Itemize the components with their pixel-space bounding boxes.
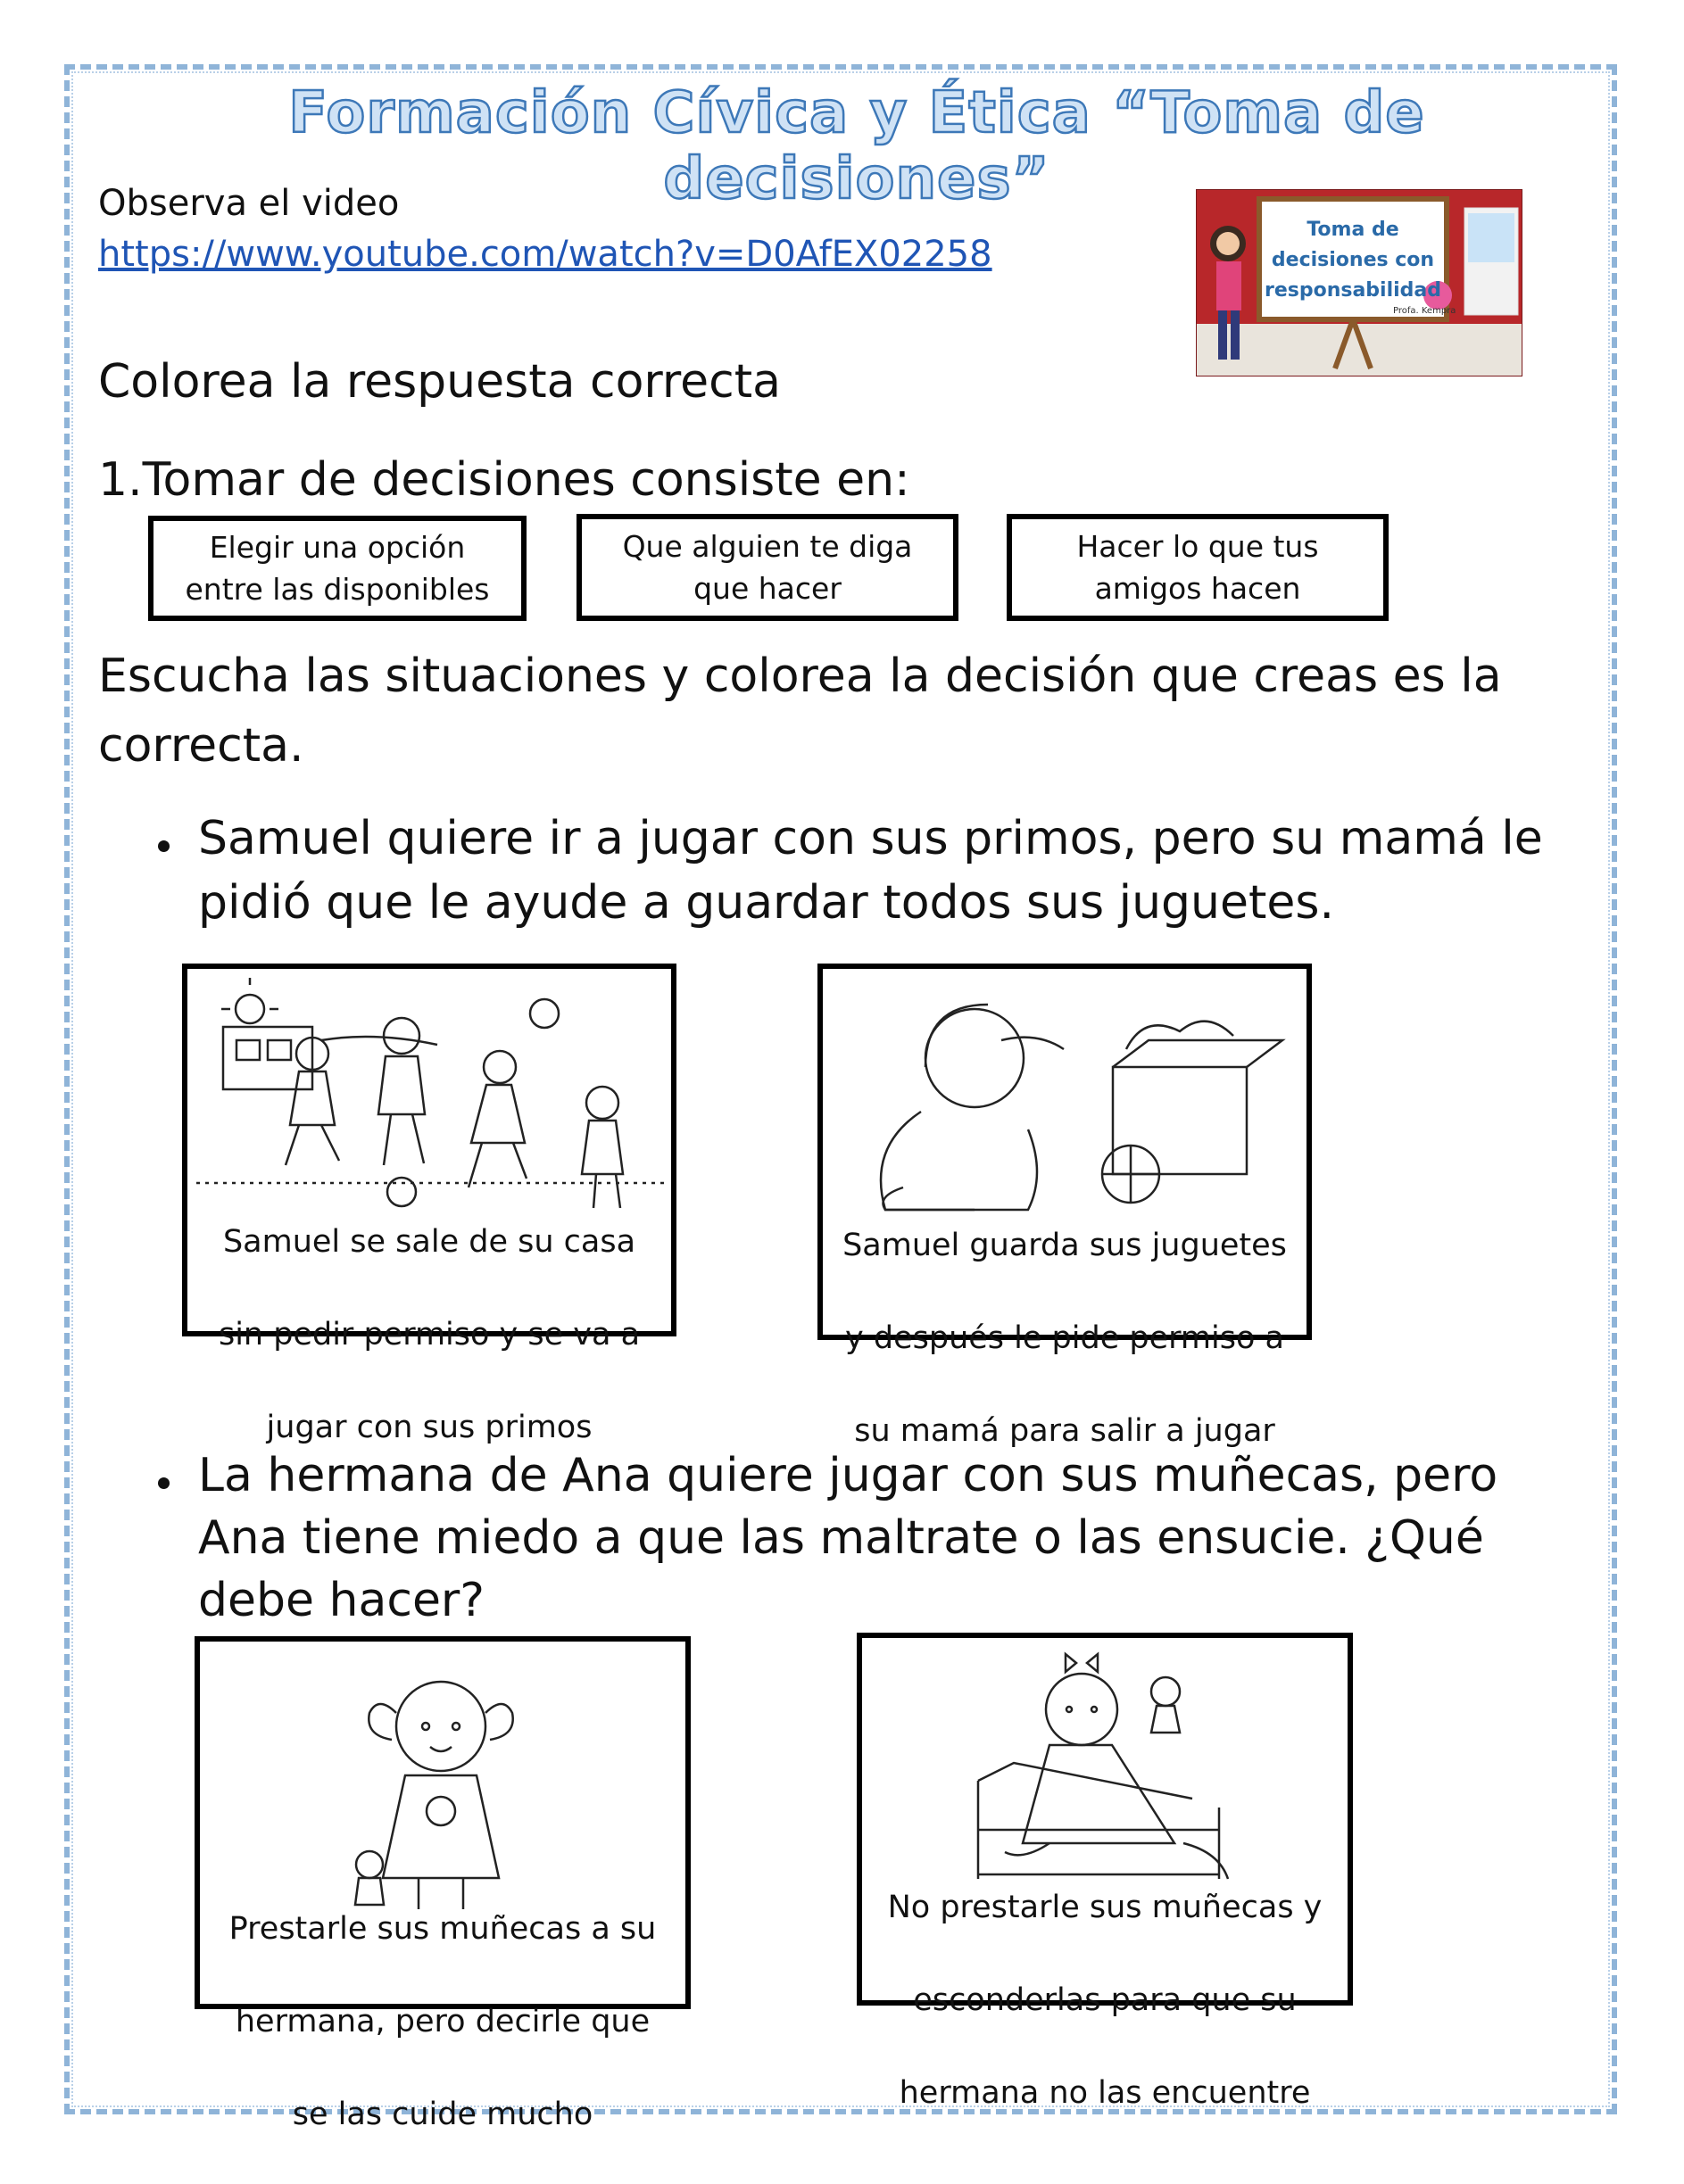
bullet-icon [158, 840, 170, 852]
option-alguien[interactable] [577, 514, 958, 621]
caption-line-3: su mamá para salir a jugar [854, 1413, 1275, 1449]
caption-line-1: Samuel guarda sus juguetes [842, 1228, 1287, 1263]
situation-2-line-1: La hermana de Ana quiere jugar con sus muñecas, pero [198, 1449, 1498, 1502]
caption-line-2: hermana, pero decirle que [235, 2004, 651, 2039]
situation-2-line-3: debe hacer? [198, 1574, 485, 1627]
option-3-line-2: amigos hacen [1094, 571, 1301, 606]
card-prestar-munecas[interactable] [195, 1636, 691, 2132]
option-2-line-2: que hacer [693, 571, 842, 606]
caption-line-3: hermana no las encuentre [899, 2075, 1311, 2111]
bullet-icon [158, 1477, 170, 1489]
video-link[interactable]: https://www.youtube.com/watch?v=D0AfEX02258 [98, 234, 992, 275]
caption-line-1: Prestarle sus muñecas a su [228, 1911, 657, 1947]
thumb-line-2: decisiones con [1271, 249, 1435, 271]
card-caption [200, 1859, 685, 2184]
thumb-line-1: Toma de [1307, 219, 1399, 241]
card-caption [862, 1838, 1348, 2163]
option-1-line-2: entre las disponibles [185, 572, 490, 607]
caption-line-2: y después le pide permiso a [845, 1320, 1284, 1356]
instruction-listen-line-1: Escucha las situaciones y colorea la decisión que creas es la [98, 649, 1502, 703]
situation-1-line-1: Samuel quiere ir a jugar con sus primos, pero su mamá le [198, 812, 1543, 865]
option-3-line-1: Hacer lo que tus [1076, 529, 1319, 564]
situation-2-line-2: Ana tiene miedo a que las maltrate o las ensucie. ¿Qué [198, 1511, 1484, 1565]
option-1-line-1: Elegir una opción [209, 530, 466, 565]
option-amigos[interactable] [1007, 514, 1389, 621]
caption-line-2: esconderlas para que su [913, 1982, 1297, 2018]
thumb-credit: Profa. Kempra [1393, 306, 1456, 316]
option-2-line-1: Que alguien te diga [622, 529, 913, 564]
question-1: 1.Tomar de decisiones consiste en: [98, 453, 910, 507]
thumb-line-3: responsabilidad [1264, 279, 1442, 302]
situation-1-line-2: pidió que le ayude a guardar todos sus juguetes. [198, 876, 1334, 930]
caption-line-1: Samuel se sale de su casa [222, 1224, 636, 1260]
option-elegir[interactable] [148, 516, 527, 621]
caption-line-3: se las cuide mucho [292, 2097, 593, 2132]
instruction-color: Colorea la respuesta correcta [98, 355, 781, 409]
caption-line-1: No prestarle sus muñecas y [887, 1890, 1323, 1925]
video-instruction: Observa el video [98, 183, 400, 224]
page-title: Formación Cívica y Ética “Toma de decisiones” [288, 80, 1425, 212]
card-guardar-juguetes[interactable] [817, 964, 1312, 1449]
video-thumbnail[interactable] [1196, 189, 1522, 376]
card-salir-sin-permiso[interactable] [182, 964, 676, 1445]
caption-line-3: jugar con sus primos [266, 1410, 593, 1445]
caption-line-2: sin pedir permiso y se va a [218, 1317, 641, 1353]
card-esconder-munecas[interactable] [857, 1633, 1353, 2111]
instruction-listen-line-2: correcta. [98, 719, 304, 773]
